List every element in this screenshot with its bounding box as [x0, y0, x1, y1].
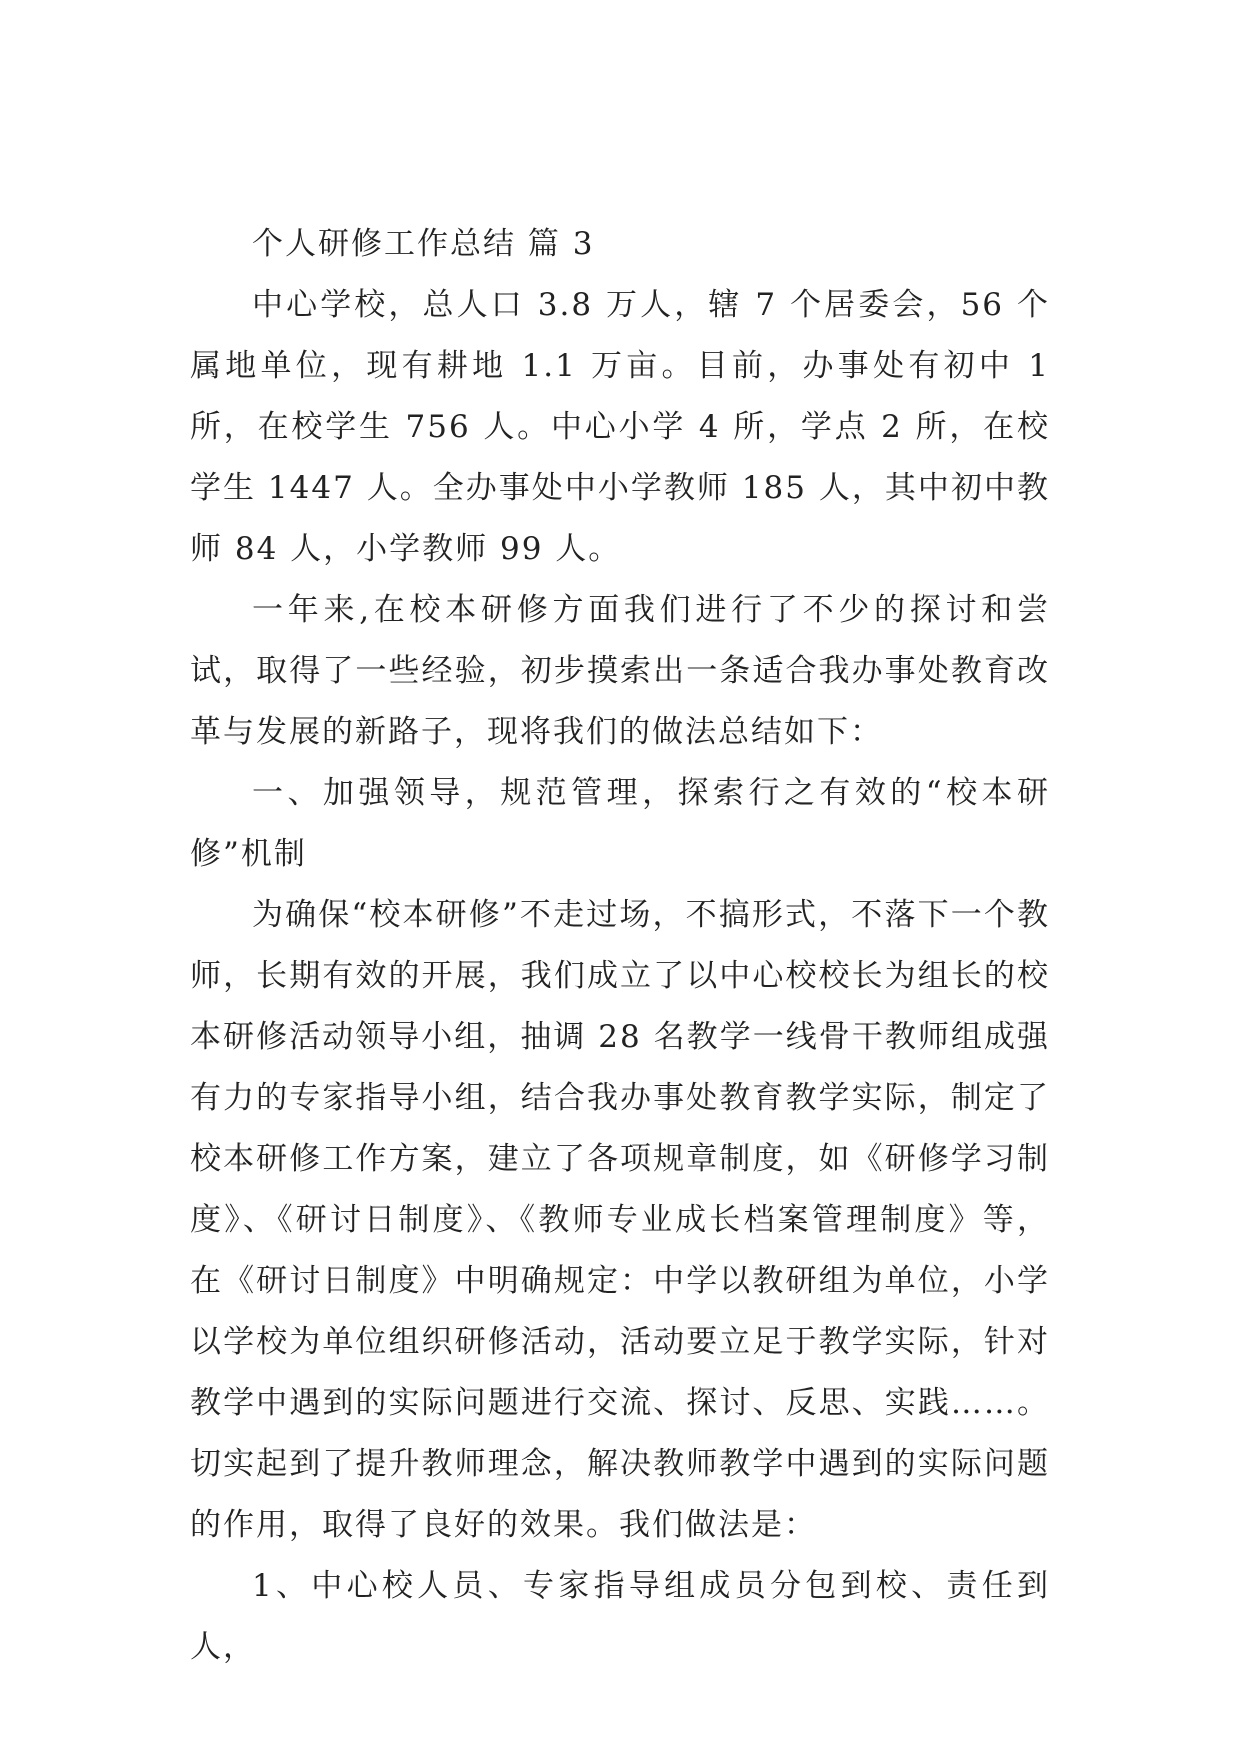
document-body [190, 214, 1050, 1678]
paragraph-intro: 一年来,在校本研修方面我们进行了不少的探讨和尝试，取得了一些经验，初步摸索出一条适合我办事处教育改革与发展的新路子，现将我们的做法总结如下： [190, 592, 1050, 750]
paragraph-overview: 中心学校，总人口 3.8 万人，辖 7 个居委会，56 个属地单位，现有耕地 1.1 万亩。目前，办事处有初中 1 所，在校学生 756 人。中心小学 4 所，学点 2 所，在校学生 1447 人。全办事处中小学教师 185 人，其中初中教师 84 人，小学教师 99 人。 [190, 287, 1050, 567]
paragraph-section-1: 为确保“校本研修”不走过场，不搞形式，不落下一个教师，长期有效的开展，我们成立了以中心校校长为组长的校本研修活动领导小组，抽调 28 名教学一线骨干教师组成强有力的专家指导小组，结合我办事处教育教学实际，制定了校本研修工作方案，建立了各项规章制度，如《研修学习制度》、《研讨日制度》、《教师专业成长档案管理制度》等，在《研讨日制度》中明确规定：中学以教研组为单位，小学以学校为单位组织研修活动，活动要立足于教学实际，针对教学中遇到的实际问题进行交流、探讨、反思、实践……。切实起到了提升教师理念，解决教师教学中遇到的实际问题的作用，取得了良好的效果。我们做法是： [190, 897, 1050, 1543]
paragraph-item-1: 1、中心校人员、专家指导组成员分包到校、责任到人， [190, 1568, 1050, 1665]
document-title: 个人研修工作总结 篇 3 [252, 226, 595, 262]
section-heading-1: 一、加强领导，规范管理，探索行之有效的“校本研修”机制 [190, 775, 1050, 872]
